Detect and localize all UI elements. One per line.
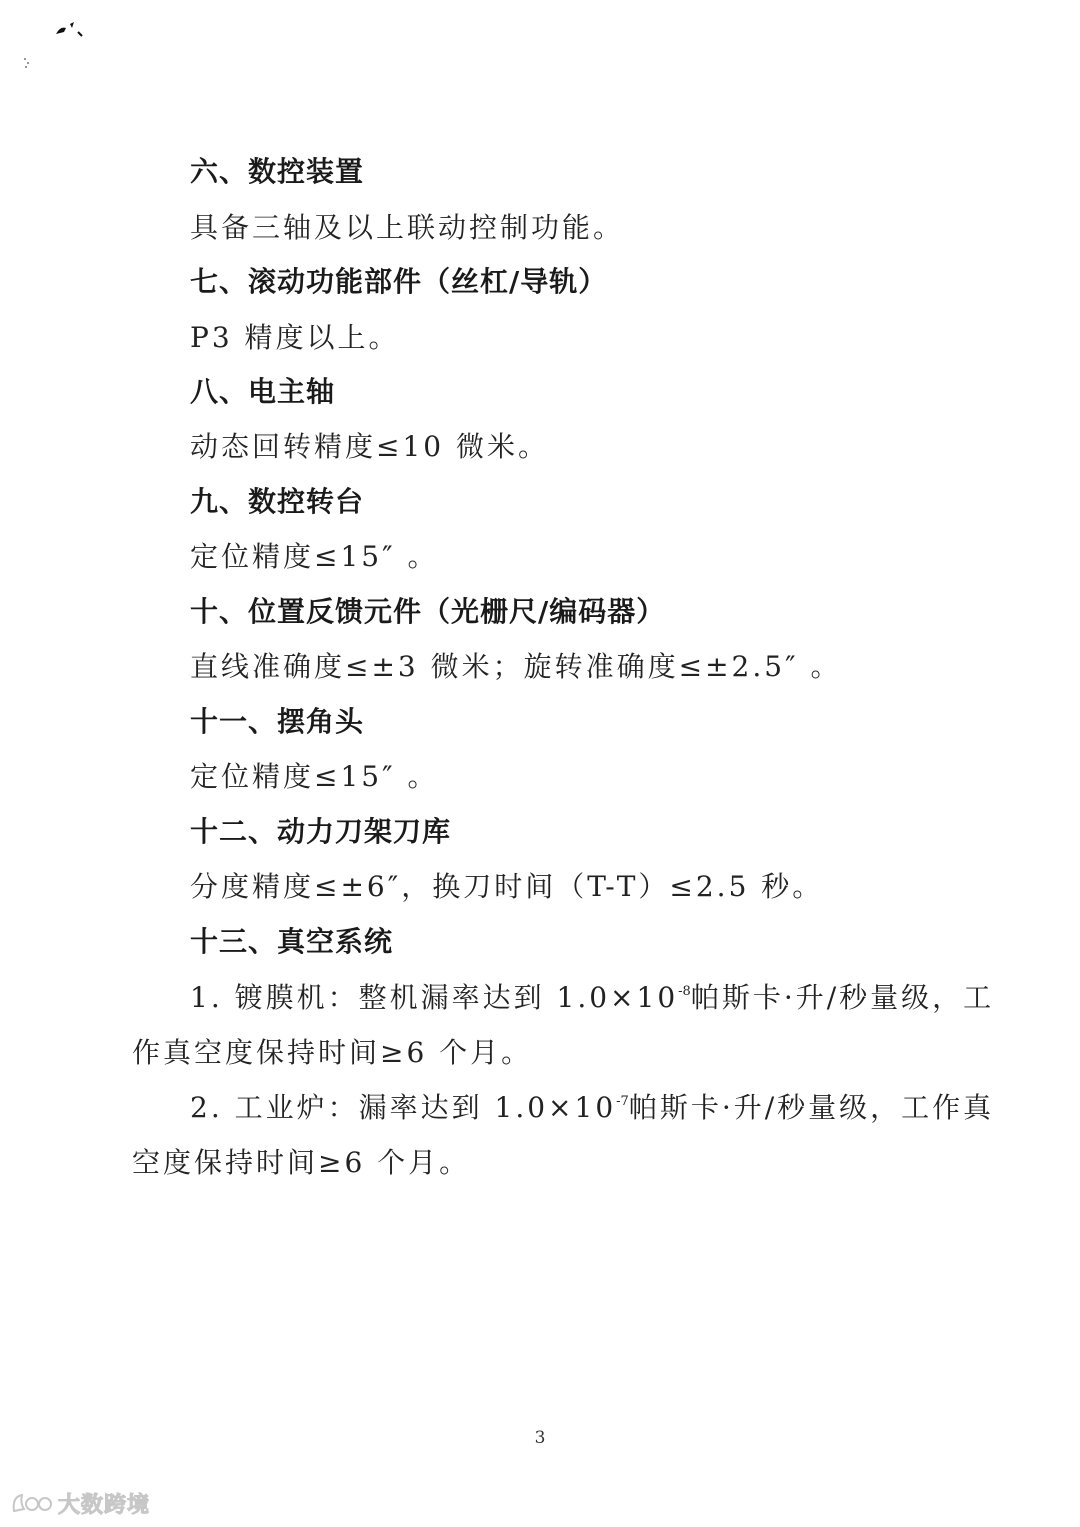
section-body-8: 动态回转精度≤10 微米。 (190, 430, 549, 463)
section-heading-12: 十二、动力刀架刀库 (190, 815, 452, 848)
section-heading-10: 十、位置反馈元件（光栅尺/编码器） (190, 595, 666, 628)
vacuum-item-2-line-2: 空度保持时间≥6 个月。 (132, 1146, 471, 1179)
vacuum-item-1-line-2: 作真空度保持时间≥6 个月。 (132, 1036, 533, 1069)
section-heading-7: 七、滚动功能部件（丝杠/导轨） (190, 265, 608, 298)
section-body-9: 定位精度≤15″ 。 (190, 540, 439, 573)
section-heading-9: 九、数控转台 (190, 485, 365, 518)
page-number: 3 (534, 1428, 546, 1448)
vacuum-item-2-line-1 (190, 1086, 994, 1126)
watermark-text: 大数跨境 (58, 1493, 151, 1518)
section-body-7: P3 精度以上。 (190, 321, 400, 354)
section-heading-6: 六、数控装置 (190, 155, 365, 188)
watermark (10, 1488, 150, 1519)
vacuum-item-1-line-1 (190, 976, 994, 1016)
vacuum-item-1-text-a: 1. 镀膜机：整机漏率达到 1.0×10 (190, 981, 679, 1014)
vacuum-item-1-text-b: 帕斯卡·升/秒量级，工 (690, 981, 995, 1014)
section-body-12: 分度精度≤±6″，换刀时间（T-T）≤2.5 秒。 (190, 870, 824, 903)
scan-dots-artifact (22, 56, 34, 70)
section-heading-11: 十一、摆角头 (190, 705, 365, 738)
scan-mark-artifact (52, 18, 92, 48)
section-body-10: 直线准确度≤±3 微米；旋转准确度≤±2.5″ 。 (190, 650, 842, 683)
section-body-11: 定位精度≤15″ 。 (190, 760, 439, 793)
section-heading-8: 八、电主轴 (190, 375, 336, 408)
vacuum-item-2-text-a: 2. 工业炉：漏率达到 1.0×10 (190, 1091, 617, 1124)
brand-logo-icon (10, 1491, 54, 1517)
section-heading-13: 十三、真空系统 (190, 925, 394, 958)
section-body-6: 具备三轴及以上联动控制功能。 (190, 211, 625, 244)
vacuum-item-2-text-b: 帕斯卡·升/秒量级，工作真 (628, 1091, 995, 1124)
vacuum-item-2-exponent: -7 (616, 1094, 629, 1109)
vacuum-item-1-exponent: -8 (678, 984, 691, 999)
